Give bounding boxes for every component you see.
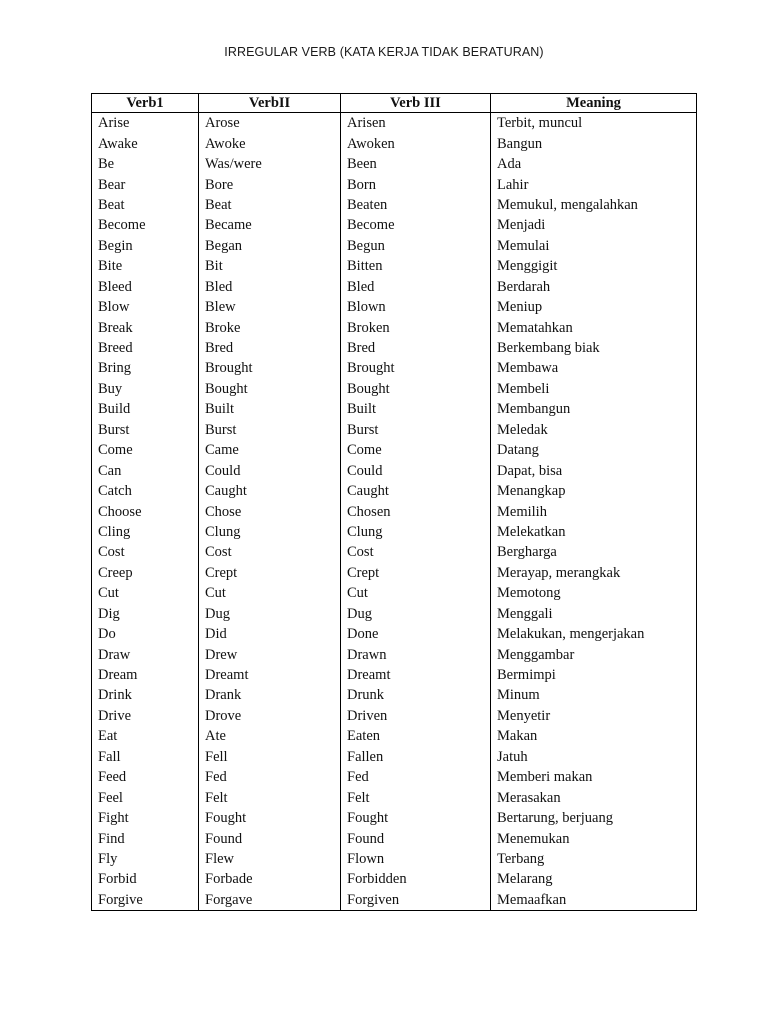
verb2-cell: Blew — [199, 297, 341, 317]
verb2-cell: Bit — [199, 256, 341, 276]
meaning-cell: Berdarah — [491, 277, 697, 297]
verb1-cell: Bring — [92, 358, 199, 378]
table-row — [92, 399, 697, 419]
verb2-cell: Ate — [199, 726, 341, 746]
verb2-cell: Brought — [199, 358, 341, 378]
verb3-cell: Found — [341, 828, 491, 848]
meaning-cell: Menemukan — [491, 828, 697, 848]
table-row — [92, 460, 697, 480]
verb1-cell: Cut — [92, 583, 199, 603]
table-row — [92, 869, 697, 889]
meaning-cell: Menjadi — [491, 215, 697, 235]
verb1-cell: Break — [92, 317, 199, 337]
verb2-cell: Arose — [199, 113, 341, 134]
verb1-cell: Be — [92, 154, 199, 174]
meaning-cell: Terbang — [491, 849, 697, 869]
verb2-cell: Bred — [199, 338, 341, 358]
verb3-cell: Drunk — [341, 685, 491, 705]
verb1-cell: Do — [92, 624, 199, 644]
verb3-cell: Burst — [341, 420, 491, 440]
verb1-cell: Forbid — [92, 869, 199, 889]
header-row — [92, 94, 697, 113]
meaning-cell: Lahir — [491, 174, 697, 194]
meaning-cell: Memberi makan — [491, 767, 697, 787]
verb3-cell: Born — [341, 174, 491, 194]
verb1-cell: Arise — [92, 113, 199, 134]
verb1-cell: Can — [92, 460, 199, 480]
verb2-cell: Caught — [199, 481, 341, 501]
meaning-cell: Membeli — [491, 379, 697, 399]
verb3-cell: Come — [341, 440, 491, 460]
meaning-cell: Menggali — [491, 604, 697, 624]
verb2-cell: Fed — [199, 767, 341, 787]
table-row — [92, 113, 697, 134]
table-row — [92, 828, 697, 848]
table-row — [92, 358, 697, 378]
verb1-cell: Draw — [92, 644, 199, 664]
verb1-cell: Eat — [92, 726, 199, 746]
verb3-cell: Beaten — [341, 195, 491, 215]
verb1-cell: Cling — [92, 522, 199, 542]
table-row — [92, 665, 697, 685]
verb2-cell: Broke — [199, 317, 341, 337]
verb1-cell: Fly — [92, 849, 199, 869]
verb1-cell: Awake — [92, 133, 199, 153]
verb3-cell: Could — [341, 460, 491, 480]
verb2-cell: Was/were — [199, 154, 341, 174]
verb1-cell: Bear — [92, 174, 199, 194]
verb3-cell: Fallen — [341, 747, 491, 767]
table-row — [92, 481, 697, 501]
verb1-cell: Dream — [92, 665, 199, 685]
verb1-cell: Bleed — [92, 277, 199, 297]
header-verb3: Verb III — [341, 94, 491, 113]
verb1-cell: Catch — [92, 481, 199, 501]
verb2-cell: Bought — [199, 379, 341, 399]
meaning-cell: Memilih — [491, 501, 697, 521]
verb2-cell: Drank — [199, 685, 341, 705]
verb2-cell: Dug — [199, 604, 341, 624]
verb1-cell: Bite — [92, 256, 199, 276]
table-row — [92, 379, 697, 399]
verb1-cell: Fight — [92, 808, 199, 828]
verb2-cell: Came — [199, 440, 341, 460]
table-row — [92, 767, 697, 787]
verb1-cell: Begin — [92, 236, 199, 256]
verb2-cell: Crept — [199, 563, 341, 583]
verb2-cell: Fought — [199, 808, 341, 828]
verb1-cell: Become — [92, 215, 199, 235]
meaning-cell: Membangun — [491, 399, 697, 419]
verb1-cell: Burst — [92, 420, 199, 440]
irregular-verb-table — [91, 93, 697, 911]
verb3-cell: Bred — [341, 338, 491, 358]
verb2-cell: Did — [199, 624, 341, 644]
document-title: IRREGULAR VERB (KATA KERJA TIDAK BERATURAN) — [224, 45, 544, 59]
verb1-cell: Fall — [92, 747, 199, 767]
table-row — [92, 440, 697, 460]
table-row — [92, 174, 697, 194]
verb3-cell: Forbidden — [341, 869, 491, 889]
verb3-cell: Broken — [341, 317, 491, 337]
table-row — [92, 583, 697, 603]
table-row — [92, 808, 697, 828]
verb1-cell: Drive — [92, 706, 199, 726]
table-row — [92, 317, 697, 337]
verb3-cell: Bled — [341, 277, 491, 297]
meaning-cell: Berkembang biak — [491, 338, 697, 358]
verb2-cell: Built — [199, 399, 341, 419]
table-row — [92, 338, 697, 358]
meaning-cell: Mematahkan — [491, 317, 697, 337]
verb1-cell: Build — [92, 399, 199, 419]
verb2-cell: Bore — [199, 174, 341, 194]
verb3-cell: Chosen — [341, 501, 491, 521]
table-row — [92, 522, 697, 542]
verb3-cell: Been — [341, 154, 491, 174]
meaning-cell: Memaafkan — [491, 890, 697, 911]
verb3-cell: Dug — [341, 604, 491, 624]
verb2-cell: Felt — [199, 787, 341, 807]
verb3-cell: Drawn — [341, 644, 491, 664]
verb2-cell: Cost — [199, 542, 341, 562]
verb3-cell: Driven — [341, 706, 491, 726]
table-row — [92, 133, 697, 153]
verb3-cell: Clung — [341, 522, 491, 542]
meaning-cell: Menangkap — [491, 481, 697, 501]
verb3-cell: Arisen — [341, 113, 491, 134]
verb1-cell: Blow — [92, 297, 199, 317]
meaning-cell: Bergharga — [491, 542, 697, 562]
verb2-cell: Drew — [199, 644, 341, 664]
meaning-cell: Memotong — [491, 583, 697, 603]
meaning-cell: Memulai — [491, 236, 697, 256]
table-row — [92, 604, 697, 624]
table-row — [92, 420, 697, 440]
meaning-cell: Menggigit — [491, 256, 697, 276]
verb2-cell: Beat — [199, 195, 341, 215]
verb2-cell: Fell — [199, 747, 341, 767]
verb2-cell: Forgave — [199, 890, 341, 911]
meaning-cell: Melakukan, mengerjakan — [491, 624, 697, 644]
table-row — [92, 624, 697, 644]
table-body — [92, 113, 697, 911]
verb2-cell: Cut — [199, 583, 341, 603]
verb1-cell: Drink — [92, 685, 199, 705]
meaning-cell: Bermimpi — [491, 665, 697, 685]
verb2-cell: Dreamt — [199, 665, 341, 685]
table-row — [92, 685, 697, 705]
verb2-cell: Chose — [199, 501, 341, 521]
verb3-cell: Felt — [341, 787, 491, 807]
table-row — [92, 644, 697, 664]
meaning-cell: Terbit, muncul — [491, 113, 697, 134]
verb2-cell: Forbade — [199, 869, 341, 889]
verb1-cell: Creep — [92, 563, 199, 583]
table-row — [92, 154, 697, 174]
verb2-cell: Found — [199, 828, 341, 848]
meaning-cell: Bangun — [491, 133, 697, 153]
verb1-cell: Forgive — [92, 890, 199, 911]
verb3-cell: Brought — [341, 358, 491, 378]
verb3-cell: Caught — [341, 481, 491, 501]
verb2-cell: Burst — [199, 420, 341, 440]
table-row — [92, 706, 697, 726]
verb2-cell: Became — [199, 215, 341, 235]
verb3-cell: Forgiven — [341, 890, 491, 911]
verb2-cell: Flew — [199, 849, 341, 869]
meaning-cell: Menggambar — [491, 644, 697, 664]
table-row — [92, 849, 697, 869]
verb3-cell: Fought — [341, 808, 491, 828]
meaning-cell: Meniup — [491, 297, 697, 317]
verb1-cell: Find — [92, 828, 199, 848]
meaning-cell: Merasakan — [491, 787, 697, 807]
verb2-cell: Could — [199, 460, 341, 480]
meaning-cell: Meledak — [491, 420, 697, 440]
header-verb1: Verb1 — [92, 94, 199, 113]
table-row — [92, 890, 697, 911]
verb1-cell: Come — [92, 440, 199, 460]
meaning-cell: Bertarung, berjuang — [491, 808, 697, 828]
verb1-cell: Feed — [92, 767, 199, 787]
verb3-cell: Built — [341, 399, 491, 419]
verb1-cell: Feel — [92, 787, 199, 807]
table-row — [92, 542, 697, 562]
verb1-cell: Choose — [92, 501, 199, 521]
table-row — [92, 195, 697, 215]
meaning-cell: Dapat, bisa — [491, 460, 697, 480]
meaning-cell: Datang — [491, 440, 697, 460]
verb3-cell: Bought — [341, 379, 491, 399]
verb3-cell: Cut — [341, 583, 491, 603]
table-row — [92, 256, 697, 276]
table-row — [92, 501, 697, 521]
verb1-cell: Buy — [92, 379, 199, 399]
verb2-cell: Began — [199, 236, 341, 256]
verb3-cell: Flown — [341, 849, 491, 869]
meaning-cell: Minum — [491, 685, 697, 705]
verb3-cell: Blown — [341, 297, 491, 317]
meaning-cell: Ada — [491, 154, 697, 174]
verb2-cell: Clung — [199, 522, 341, 542]
meaning-cell: Memukul, mengalahkan — [491, 195, 697, 215]
table-row — [92, 563, 697, 583]
verb1-cell: Breed — [92, 338, 199, 358]
table-row — [92, 747, 697, 767]
meaning-cell: Membawa — [491, 358, 697, 378]
table-row — [92, 726, 697, 746]
verb2-cell: Drove — [199, 706, 341, 726]
table-row — [92, 787, 697, 807]
table-row — [92, 236, 697, 256]
meaning-cell: Jatuh — [491, 747, 697, 767]
meaning-cell: Melekatkan — [491, 522, 697, 542]
verb3-cell: Bitten — [341, 256, 491, 276]
verb3-cell: Dreamt — [341, 665, 491, 685]
verb3-cell: Done — [341, 624, 491, 644]
verb3-cell: Begun — [341, 236, 491, 256]
meaning-cell: Merayap, merangkak — [491, 563, 697, 583]
verb3-cell: Fed — [341, 767, 491, 787]
header-verb2: VerbII — [199, 94, 341, 113]
meaning-cell: Makan — [491, 726, 697, 746]
meaning-cell: Menyetir — [491, 706, 697, 726]
verb3-cell: Eaten — [341, 726, 491, 746]
verb3-cell: Awoken — [341, 133, 491, 153]
verb1-cell: Dig — [92, 604, 199, 624]
verb1-cell: Beat — [92, 195, 199, 215]
table-row — [92, 215, 697, 235]
verb2-cell: Awoke — [199, 133, 341, 153]
verb3-cell: Cost — [341, 542, 491, 562]
verb2-cell: Bled — [199, 277, 341, 297]
table-row — [92, 277, 697, 297]
header-meaning: Meaning — [491, 94, 697, 113]
verb3-cell: Become — [341, 215, 491, 235]
meaning-cell: Melarang — [491, 869, 697, 889]
table-header — [92, 94, 697, 113]
table-row — [92, 297, 697, 317]
verb3-cell: Crept — [341, 563, 491, 583]
verb1-cell: Cost — [92, 542, 199, 562]
